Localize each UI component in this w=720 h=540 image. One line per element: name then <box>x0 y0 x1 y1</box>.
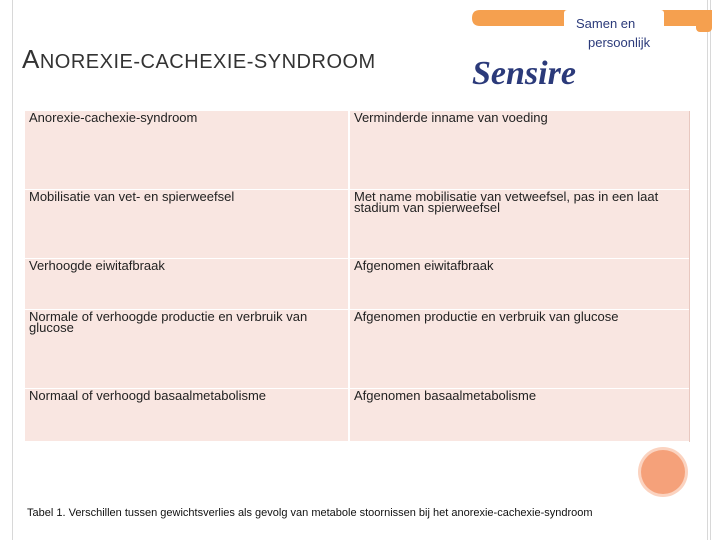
table-cell-left <box>25 190 350 259</box>
slide-title <box>22 44 376 75</box>
cell-text: Normaal of verhoogd basaalmetabolisme <box>29 388 267 403</box>
table-cell-right <box>350 389 689 442</box>
table-cell-left <box>25 310 350 389</box>
sensire-logo <box>466 6 716 98</box>
table-cell-left <box>25 111 350 190</box>
slide-left-border <box>12 0 13 540</box>
decorative-circle <box>641 450 685 494</box>
comparison-table <box>25 111 690 442</box>
slide-title-rest: NOREXIE-CACHEXIE-SYNDROOM <box>39 51 376 73</box>
table-caption: Tabel 1. Verschillen tussen gewichtsverlies als gevolg van metabole stoornissen bij het anorexie-cachexie-syndroom <box>27 507 593 519</box>
table-cell-left <box>25 389 350 442</box>
slide-title-initial: A <box>22 44 40 74</box>
cell-text: Met name mobilisatie van vetweefsel, pas in een laat stadium van spierweefsel <box>354 189 659 215</box>
cell-text: Afgenomen basaalmetabolisme <box>354 388 537 403</box>
cell-text: Afgenomen eiwitafbraak <box>354 258 494 273</box>
cell-text: Anorexie-cachexie-syndroom <box>29 110 198 125</box>
logo-brand: Sensire <box>472 55 576 92</box>
cell-text: Verminderde inname van voeding <box>354 110 548 125</box>
cell-text: Afgenomen productie en verbruik van glucose <box>354 309 619 324</box>
table-cell-left <box>25 259 350 310</box>
table-cell-right <box>350 259 689 310</box>
logo-tagline-2: persoonlijk <box>588 35 651 50</box>
table-cell-right <box>350 310 689 389</box>
table-cell-right <box>350 111 689 190</box>
table-cell-right <box>350 190 689 259</box>
logo-tagline-1: Samen en <box>576 16 636 31</box>
logo-banner-end <box>696 22 712 32</box>
cell-text: Verhoogde eiwitafbraak <box>29 258 165 273</box>
cell-text: Mobilisatie van vet- en spierweefsel <box>29 189 235 204</box>
cell-text: Normale of verhoogde productie en verbruik van glucose <box>29 309 308 335</box>
